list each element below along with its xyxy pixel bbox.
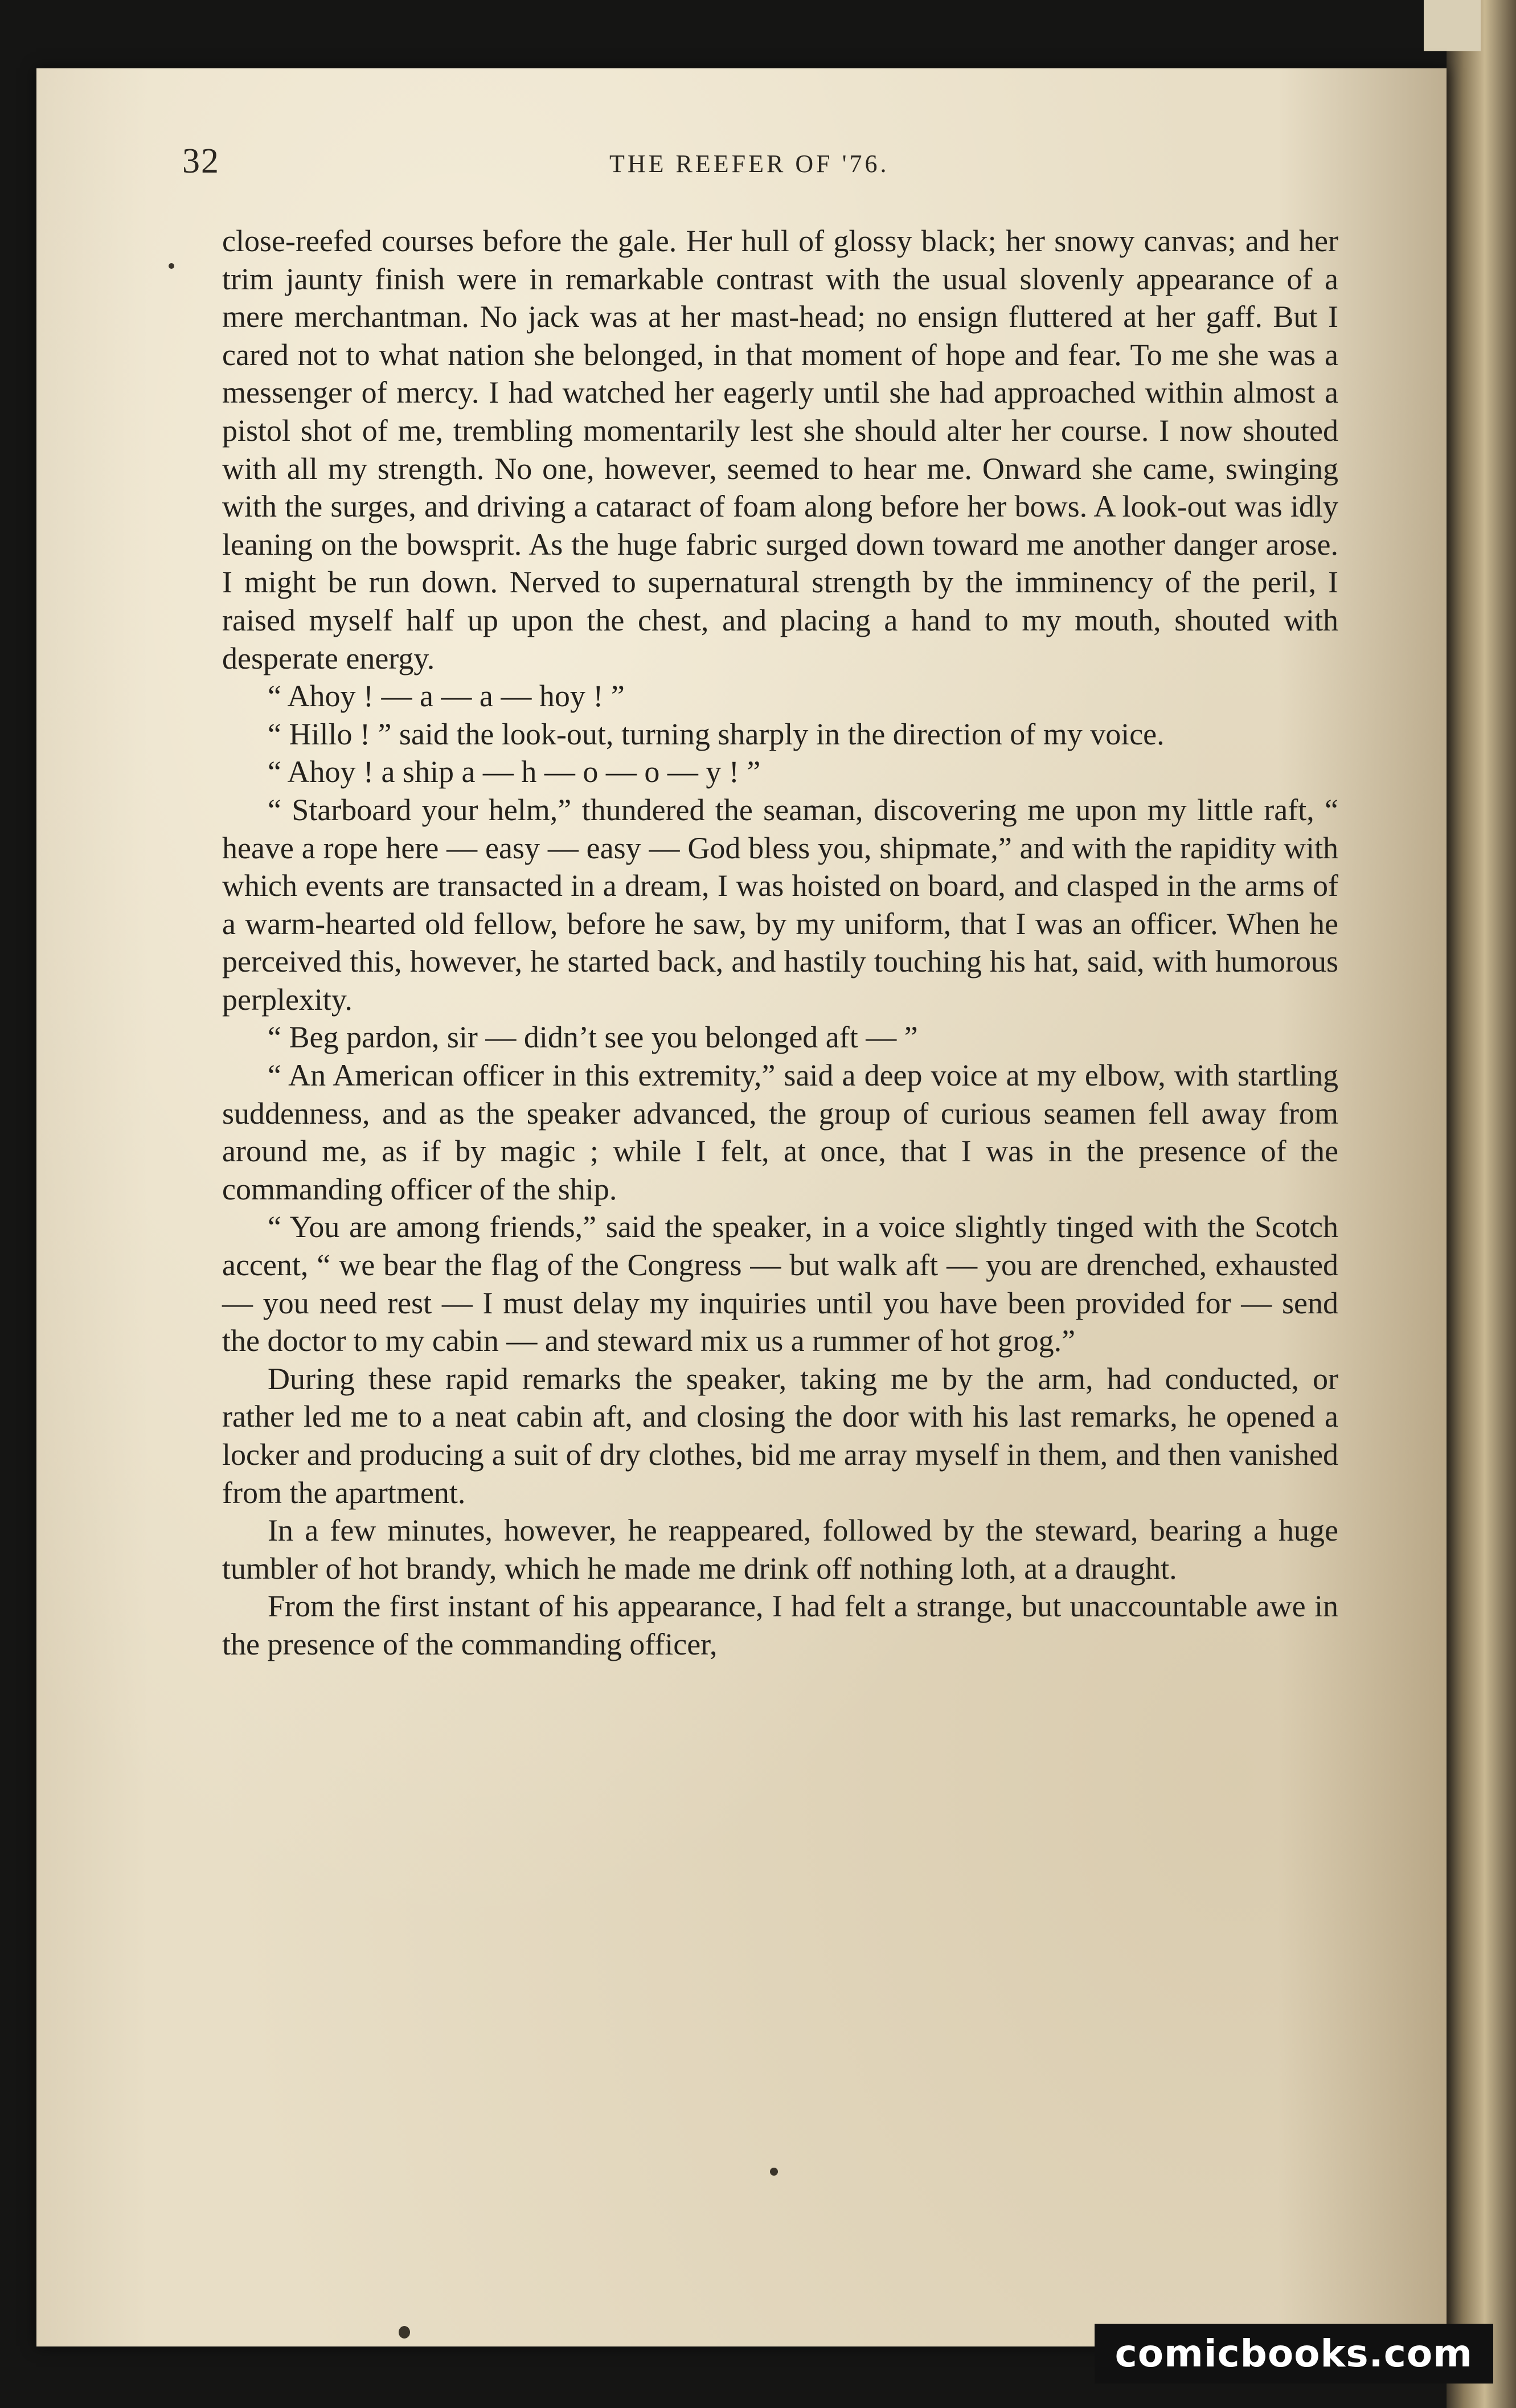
paragraph: From the first instant of his appearance, I had felt a strange, but unaccountable awe in the presence of the commanding officer, bbox=[222, 1589, 1338, 1661]
paragraph: During these rapid remarks the speaker, taking me by the arm, had conducted, or rather led me to a neat cabin aft, and closing the door with his last remarks, he opened a locker and producing a suit of dry clothes, bid me array myself in them, and then vanished from the apartment. bbox=[222, 1361, 1338, 1510]
paragraph: close-reefed courses before the gale. Her hull of glossy black; her snowy canvas; and her trim jaunty finish were in remarkable contrast with the usual slovenly appearance of a mere merchantman. No jack was at her mast-head; no ensign fluttered at her gaff. But I cared not to what nation she belonged, in that moment of hope and fear. To me she was a messenger of mercy. I had watched her eagerly until she had approached within almost a pistol shot of me, trembling momentarily lest she should alter her course. I now shouted with all my strength. No one, however, seemed to hear me. Onward she came, swinging with the surges, and driving a cataract of foam along before her bows. A look-out was idly leaning on the bowsprit. As the huge fabric surged down toward me another danger arose. I might be run down. Nerved to supernatural strength by the imminency of the peril, I raised myself half up upon the chest, and placing a hand to my mouth, shouted with desperate energy. bbox=[222, 224, 1338, 675]
paragraph: “ Ahoy ! — a — a — hoy ! ” bbox=[268, 679, 625, 714]
page-number: 32 bbox=[182, 142, 220, 181]
paragraph: “ Starboard your helm,” thundered the seaman, discovering me upon my little raft, “ heave a rope here — easy — easy — God bless you, shipmate,” and with the rapidity with which events are transacted in a dream, I was hoisted on board, and clasped in the arms of a warm-hearted old fellow, before he saw, by my uniform, that I was an officer. When he perceived this, however, he started back, and hastily touching his hat, said, with humorous perplexity. bbox=[222, 792, 1338, 1017]
paragraph: In a few minutes, however, he reappeared, followed by the steward, bearing a huge tumbler of hot brandy, which he made me drink off nothing loth, at a draught. bbox=[222, 1513, 1338, 1586]
watermark-logo: comicbooks.com bbox=[1095, 2324, 1493, 2384]
paragraph: “ Hillo ! ” said the look-out, turning sharply in the direction of my voice. bbox=[268, 716, 1165, 751]
paragraph: “ You are among friends,” said the speaker, in a voice slightly tinged with the Scotch accent, “ we bear the flag of the Congress — but walk aft — you are drenched, exhausted — you need rest — I must delay my inquiries until you have been provided for — send the doctor to my cabin — and steward mix us a rummer of hot grog.” bbox=[222, 1210, 1338, 1358]
page-corner-edge bbox=[1424, 0, 1481, 51]
body-text bbox=[222, 222, 1338, 1664]
ink-speck bbox=[399, 2326, 410, 2339]
running-head: THE REEFER OF '76. bbox=[609, 150, 890, 178]
ink-speck bbox=[169, 263, 174, 269]
ink-speck bbox=[770, 2168, 778, 2176]
adjacent-page-edge bbox=[1447, 0, 1516, 2408]
paragraph: “ An American officer in this extremity,” said a deep voice at my elbow, with startling suddenness, and as the speaker advanced, the group of curious seamen fell away from around me, as if by magic ; while I felt, at once, that I was in the presence of the commanding officer of the ship. bbox=[222, 1058, 1338, 1206]
paragraph: “ Ahoy ! a ship a — h — o — o — y ! ” bbox=[268, 755, 761, 789]
paragraph: “ Beg pardon, sir — didn’t see you belonged aft — ” bbox=[268, 1020, 918, 1055]
